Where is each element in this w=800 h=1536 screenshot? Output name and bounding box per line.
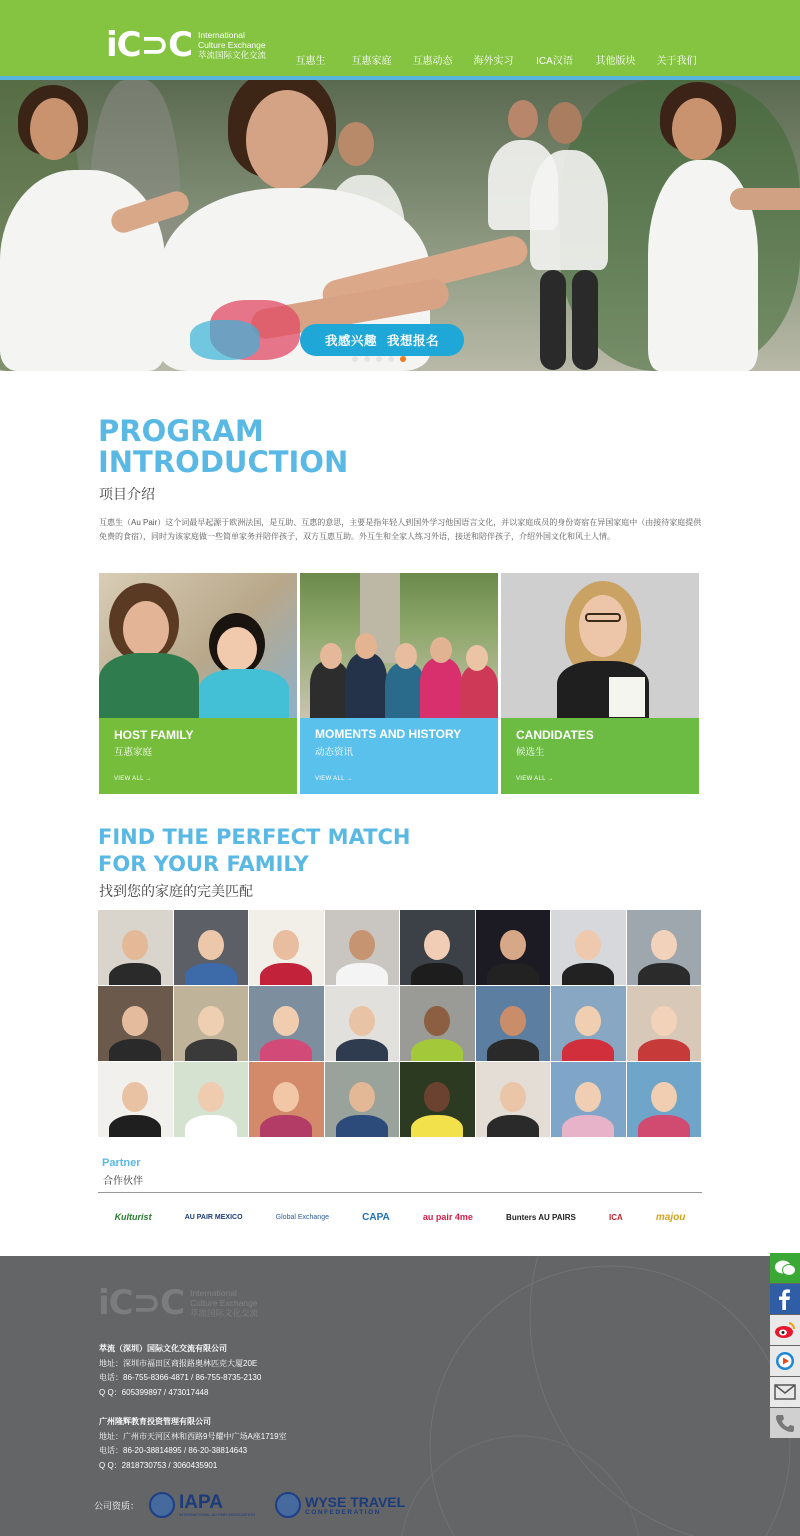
candidate-photo-face: [424, 1082, 450, 1112]
candidate-photo-face: [198, 1006, 224, 1036]
iapa-name: IAPA: [179, 1491, 223, 1513]
wyse-name: WYSE TRAVEL: [305, 1493, 406, 1510]
mail-icon: [774, 1384, 796, 1400]
candidate-photo-tile[interactable]: [400, 1062, 475, 1137]
video-button[interactable]: [770, 1346, 800, 1376]
candidate-photo-tile[interactable]: [551, 910, 626, 985]
company-2-address: 地址：广州市天河区林和西路9号耀中广场A座1719室: [99, 1431, 287, 1441]
candidate-photo-tile[interactable]: [400, 910, 475, 985]
company-1-phone: 电话：86-755-8366-4871 / 86-755-8735-2130: [99, 1373, 262, 1382]
logo[interactable]: [106, 25, 267, 65]
candidate-photo-body: [487, 1039, 539, 1061]
candidate-photo-face: [273, 930, 299, 960]
candidate-photo-tile[interactable]: [249, 986, 324, 1061]
candidate-photo-face: [424, 1006, 450, 1036]
partner-logo-majou[interactable]: majou: [655, 1211, 686, 1223]
partner-logo-capa[interactable]: CAPA: [362, 1211, 390, 1223]
footer-logo-mark: iC⊃C: [98, 1283, 185, 1323]
program-title-line-1: PROGRAM: [98, 414, 264, 448]
candidate-photo-tile[interactable]: [98, 1062, 173, 1137]
candidate-photo-face: [500, 930, 526, 960]
partner-logo-ica[interactable]: ICA: [608, 1212, 623, 1222]
partner-logo-aupair4me[interactable]: au pair 4me: [422, 1212, 473, 1222]
card-moments-history[interactable]: [300, 573, 498, 794]
card-host-family-view-all[interactable]: VIEW ALL →: [114, 776, 152, 782]
partner-divider: [98, 1192, 702, 1193]
program-subtitle: 项目介绍: [99, 486, 155, 502]
candidate-photo-tile[interactable]: [325, 986, 400, 1061]
candidate-photo-body: [336, 1115, 388, 1137]
card-candidates-subtitle: 候选生: [516, 747, 545, 758]
candidate-photo-tile[interactable]: [174, 1062, 249, 1137]
candidate-photo-tile[interactable]: [98, 986, 173, 1061]
card-host-family[interactable]: [99, 573, 297, 794]
candidate-photo-tile[interactable]: [476, 1062, 551, 1137]
side-share-bar: [770, 1253, 800, 1439]
signup-label: 我想报名: [387, 334, 440, 348]
card-candidates[interactable]: [501, 573, 699, 794]
footer-logo-text: [190, 1288, 258, 1318]
candidate-photo-body: [487, 1115, 539, 1137]
match-subtitle: 找到您的家庭的完美匹配: [99, 883, 253, 899]
candidate-photo-tile[interactable]: [627, 910, 702, 985]
candidate-photo-body: [336, 963, 388, 985]
match-title-line-2: FOR YOUR FAMILY: [98, 852, 309, 876]
header: [0, 0, 800, 76]
candidate-photo-body: [638, 1115, 690, 1137]
footer-logo-line-2: Culture Exchange: [190, 1298, 258, 1308]
company-info-guangzhou: [99, 1415, 287, 1473]
iapa-globe-icon: [149, 1492, 175, 1518]
nav-item-host-family[interactable]: 互惠家庭: [351, 56, 392, 67]
card-moments-subtitle: 动态资讯: [315, 747, 354, 758]
candidate-photo-face: [198, 930, 224, 960]
logo-line-2: Culture Exchange: [198, 40, 266, 50]
program-title-line-2: INTRODUCTION: [98, 445, 349, 479]
weibo-icon: [774, 1321, 796, 1339]
slider-dot-5[interactable]: [400, 356, 406, 362]
footer-logo-line-1: International: [190, 1288, 237, 1298]
company-1-address: 地址：深圳市福田区商报路奥林匹克大厦20E: [99, 1358, 258, 1368]
qualification-label: 公司资质：: [94, 1500, 140, 1511]
candidate-photo-face: [424, 930, 450, 960]
wechat-button[interactable]: [770, 1253, 800, 1283]
card-candidates-view-all[interactable]: VIEW ALL →: [516, 776, 554, 782]
company-2-phone: 电话：86-20-38814895 / 86-20-38814643: [99, 1446, 248, 1455]
candidate-photo-tile[interactable]: [249, 910, 324, 985]
company-2-qq: Q Q：2818730753 / 3060435901: [99, 1460, 218, 1470]
candidate-photo-face: [349, 930, 375, 960]
company-info-shenzhen: [99, 1342, 261, 1400]
candidate-photo-body: [260, 1039, 312, 1061]
video-icon: [775, 1351, 795, 1371]
facebook-icon: [776, 1288, 794, 1310]
hero-banner: [0, 80, 800, 371]
candidate-photo-face: [575, 1006, 601, 1036]
candidate-photo-face: [500, 1082, 526, 1112]
match-title: [98, 824, 411, 878]
candidate-photo-body: [562, 1039, 614, 1061]
nav-item-other[interactable]: 其他版块: [595, 56, 636, 67]
candidate-photo-body: [487, 963, 539, 985]
candidate-photo-face: [651, 1082, 677, 1112]
candidate-photo-tile[interactable]: [325, 1062, 400, 1137]
candidate-photo-face: [122, 1082, 148, 1112]
candidate-photo-face: [273, 1082, 299, 1112]
slider-dots: [352, 356, 406, 362]
company-1-qq: Q Q：605399897 / 473017448: [99, 1387, 209, 1397]
main-nav: [280, 52, 707, 67]
candidate-photo-body: [260, 1115, 312, 1137]
nav-item-ica-chinese[interactable]: ICA汉语: [536, 56, 573, 67]
footer-logo-line-3: 萃流国际文化交流: [190, 1308, 259, 1318]
phone-icon: [775, 1413, 795, 1433]
candidate-photo-body: [185, 963, 237, 985]
candidate-photo-body: [185, 1115, 237, 1137]
logo-line-1: International: [198, 30, 245, 40]
slider-dot-1[interactable]: [352, 356, 358, 362]
candidate-photo-face: [575, 930, 601, 960]
candidate-photo-tile[interactable]: [476, 986, 551, 1061]
candidate-photo-face: [349, 1006, 375, 1036]
card-host-family-subtitle: 互惠家庭: [114, 747, 153, 758]
candidate-photo-face: [651, 1006, 677, 1036]
footer-logo[interactable]: [98, 1283, 259, 1323]
candidate-photo-body: [109, 963, 161, 985]
slider-dot-2[interactable]: [364, 356, 370, 362]
match-title-line-1: FIND THE PERFECT MATCH: [98, 825, 411, 849]
candidate-photo-body: [411, 963, 463, 985]
candidate-photo-body: [336, 1039, 388, 1061]
partner-title: Partner: [102, 1157, 141, 1169]
card-moments-view-all[interactable]: VIEW ALL →: [315, 776, 353, 782]
candidate-photo-body: [109, 1115, 161, 1137]
candidate-photo-tile[interactable]: [551, 1062, 626, 1137]
candidate-photo-body: [260, 963, 312, 985]
candidate-photo-face: [651, 930, 677, 960]
candidate-photo-tile[interactable]: [551, 986, 626, 1061]
nav-item-internship[interactable]: 海外实习: [473, 56, 514, 67]
card-host-family-title: HOST FAMILY: [114, 728, 194, 742]
weibo-button[interactable]: [770, 1315, 800, 1345]
card-host-family-photo: [99, 573, 297, 718]
company-2-name: 广州隆辉教育投资管理有限公司: [99, 1417, 211, 1426]
candidate-photo-body: [185, 1039, 237, 1061]
mail-button[interactable]: [770, 1377, 800, 1407]
wyse-subtitle: CONFEDERATION: [305, 1508, 381, 1516]
candidate-photo-face: [122, 1006, 148, 1036]
qualifications: [94, 1492, 425, 1518]
card-candidates-title: CANDIDATES: [516, 728, 594, 742]
partner-logos: [98, 1203, 702, 1231]
nav-item-news[interactable]: 互惠动态: [412, 56, 453, 67]
program-title: [98, 416, 348, 478]
candidate-photo-body: [562, 963, 614, 985]
candidate-photo-tile[interactable]: [174, 910, 249, 985]
interest-label: 我感兴趣: [324, 334, 377, 348]
candidate-photo-tile[interactable]: [627, 1062, 702, 1137]
partner-subtitle: 合作伙伴: [103, 1176, 143, 1187]
program-description: 互惠生（Au Pair）这个词最早起源于欧洲法国，是互助、互惠的意思，主要是指年轻人到国外学习他国语言文化，并以家庭成员的身份寄宿在异国家庭中（由接待家庭提供免费的食宿），同时为该家庭做一些简单家务并陪伴孩子，双方互惠互助。外互生和全家人练习外语，接送和陪伴孩子，介绍外国文化和风土人情。: [99, 518, 702, 541]
nav-item-au-pair[interactable]: 互惠生: [295, 56, 326, 67]
candidate-photo-body: [109, 1039, 161, 1061]
slider-dot-3[interactable]: [376, 356, 382, 362]
candidate-photo-body: [562, 1115, 614, 1137]
partner-logo-kulturist[interactable]: Kulturist: [114, 1212, 152, 1222]
candidate-photo-tile[interactable]: [325, 910, 400, 985]
logo-mark: iC⊃C: [106, 25, 193, 65]
partner-logo-global-exchange[interactable]: Global Exchange: [275, 1213, 329, 1221]
candidate-photo-body: [638, 963, 690, 985]
card-moments-title: MOMENTS AND HISTORY: [315, 727, 462, 741]
candidate-photo-face: [122, 930, 148, 960]
candidate-photo-tile[interactable]: [400, 986, 475, 1061]
wyse-globe-icon: [275, 1492, 301, 1518]
logo-line-3: 萃流国际文化交流: [198, 50, 267, 60]
wyse-logo[interactable]: [275, 1492, 405, 1518]
card-moments-photo: [300, 573, 498, 718]
partner-logo-aupair-mexico[interactable]: AU PAIR MEXICO: [184, 1213, 243, 1221]
candidate-photo-grid: [98, 910, 701, 1137]
slider-dot-4[interactable]: [388, 356, 394, 362]
candidate-photo-face: [198, 1082, 224, 1112]
company-1-name: 萃流（深圳）国际文化交流有限公司: [99, 1344, 227, 1353]
iapa-subtitle: INTERNATIONAL AU PAIR ASSOCIATION: [179, 1511, 256, 1517]
candidate-photo-face: [575, 1082, 601, 1112]
phone-button[interactable]: [770, 1408, 800, 1438]
candidate-photo-body: [411, 1039, 463, 1061]
candidate-photo-face: [500, 1006, 526, 1036]
facebook-button[interactable]: [770, 1284, 800, 1314]
candidate-photo-tile[interactable]: [249, 1062, 324, 1137]
candidate-photo-tile[interactable]: [98, 910, 173, 985]
candidate-photo-tile[interactable]: [174, 986, 249, 1061]
candidate-photo-body: [411, 1115, 463, 1137]
candidate-photo-body: [638, 1039, 690, 1061]
candidate-photo-face: [349, 1082, 375, 1112]
candidate-photo-tile[interactable]: [627, 986, 702, 1061]
interest-signup-button[interactable]: [300, 324, 464, 356]
iapa-logo[interactable]: [149, 1492, 255, 1518]
candidate-photo-face: [273, 1006, 299, 1036]
logo-text: [198, 30, 266, 60]
candidate-photo-tile[interactable]: [476, 910, 551, 985]
partner-logo-bunters[interactable]: Bunters AU PAIRS: [506, 1212, 576, 1222]
nav-item-about[interactable]: 关于我们: [656, 56, 697, 67]
card-candidates-photo: [501, 573, 699, 718]
wechat-icon: [774, 1259, 796, 1277]
